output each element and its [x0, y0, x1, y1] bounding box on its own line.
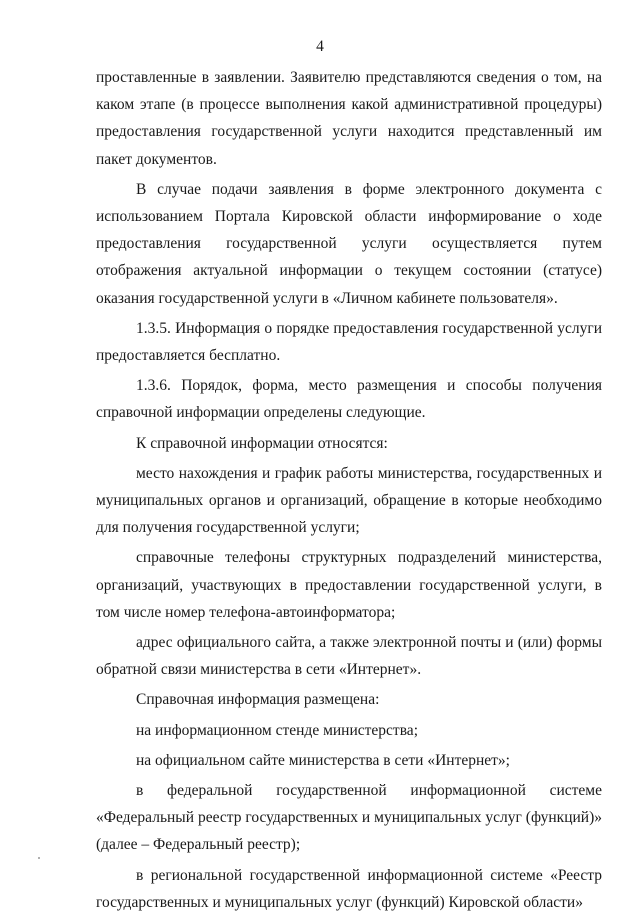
paragraph-placement-intro: Справочная информация размещена:: [136, 691, 380, 709]
list-item-phones: справочные телефоны структурных подразделений министерства, организаций, участвующих в предоставлении государственной услуги, в том числе номер телефона-автоинформатора;: [96, 549, 602, 621]
list-item-federal-registry: в федеральной государственной информационной системе «Федеральный реестр государственных и муниципальных услуг (функций)» (далее – Федеральный реестр);: [96, 782, 602, 854]
paragraph-1-3-6: 1.3.6. Порядок, форма, место размещения и способы получения справочной информации определены следующие.: [96, 377, 602, 422]
paragraph-electronic-application: В случае подачи заявления в форме электронного документа с использованием Портала Кировской области информирование о ходе предоставления государственной услуги осуществляется путем отображения актуальной информации о текущем состоянии (статусе) оказания государственной услуги в «Личном кабинете пользователя».: [96, 180, 602, 307]
paragraph-status-continuation: проставленные в заявлении. Заявителю представляются сведения о том, на каком этапе (в процессе выполнения какой административной процедуры) предоставления государственной услуги находится представленный им пакет документов.: [96, 69, 602, 168]
page-number: 4: [316, 38, 324, 55]
document-body: [96, 64, 602, 916]
list-item-website-address: адрес официального сайта, а также электронной почты и (или) формы обратной связи министерства в сети «Интернет».: [96, 634, 602, 679]
paragraph-1-3-5: 1.3.5. Информация о порядке предоставления государственной услуги предоставляется бесплатно.: [96, 319, 602, 365]
list-item-info-stand: на информационном стенде министерства;: [136, 721, 418, 739]
list-item-regional-registry: в региональной государственной информационной системе «Реестр государственных и муниципальных услуг (функций) Кировской области»: [96, 866, 602, 911]
list-item-location-schedule: место нахождения и график работы министерства, государственных и муниципальных органов и организаций, обращение в которые необходимо для получения государственной услуги;: [96, 464, 602, 537]
scan-artifact: [38, 857, 40, 859]
list-item-official-site: на официальном сайте министерства в сети «Интернет»;: [136, 751, 510, 769]
paragraph-reference-info-intro: К справочной информации относятся:: [136, 434, 388, 452]
